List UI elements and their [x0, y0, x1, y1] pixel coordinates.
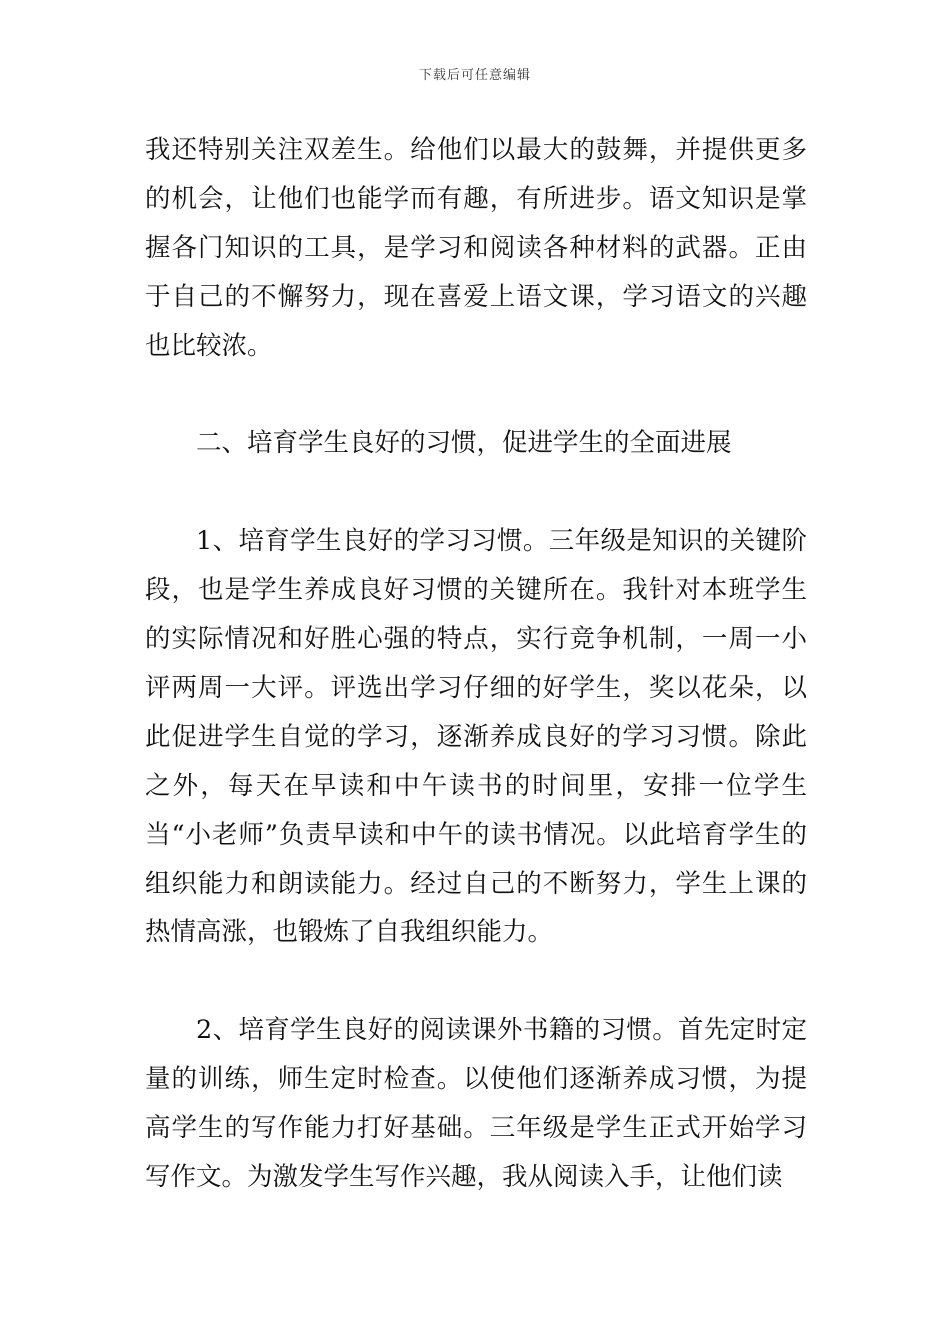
section-heading-good-habits: 二、培育学生良好的习惯，促进学生的全面进展 [196, 428, 732, 459]
paragraph-double-poor-students: 我还特别关注双差生。给他们以最大的鼓舞，并提供更多的机会，让他们也能学而有趣，有所进步。语文知识是掌握各门知识的工具，是学习和阅读各种材料的武器。正由于自己的不懈努力，现在喜爱上语文课，学习语文的兴趣也比较浓。 [145, 135, 807, 361]
paragraph-reading-habits: 2、培育学生良好的阅读课外书籍的习惯。首先定时定量的训练，师生定时检查。以使他们逐渐养成习惯，为提高学生的写作能力打好基础。三年级是学生正式开始学习写作文。为激发学生写作兴趣，我从阅读入手，让他们读 [145, 1015, 807, 1192]
paragraph-study-habits: 1、培育学生良好的学习习惯。三年级是知识的关键阶段，也是学生养成良好习惯的关键所在。我针对本班学生的实际情况和好胜心强的特点，实行竞争机制，一周一小评两周一大评。评选出学习仔细的好学生，奖以花朵，以此促进学生自觉的学习，逐渐养成良好的学习习惯。除此之外，每天在早读和中午读书的时间里，安排一位学生当“小老师”负责早读和中午的读书情况。以此培育学生的组织能力和朗读能力。经过自己的不断努力，学生上课的热情高涨，也锻炼了自我组织能力。 [145, 526, 807, 948]
paragraph-spacer [145, 468, 807, 517]
document-body [145, 126, 807, 1202]
paragraph-spacer [145, 371, 807, 420]
page-header: 下载后可任意编辑 [418, 68, 531, 83]
paragraph-spacer [145, 957, 807, 1006]
